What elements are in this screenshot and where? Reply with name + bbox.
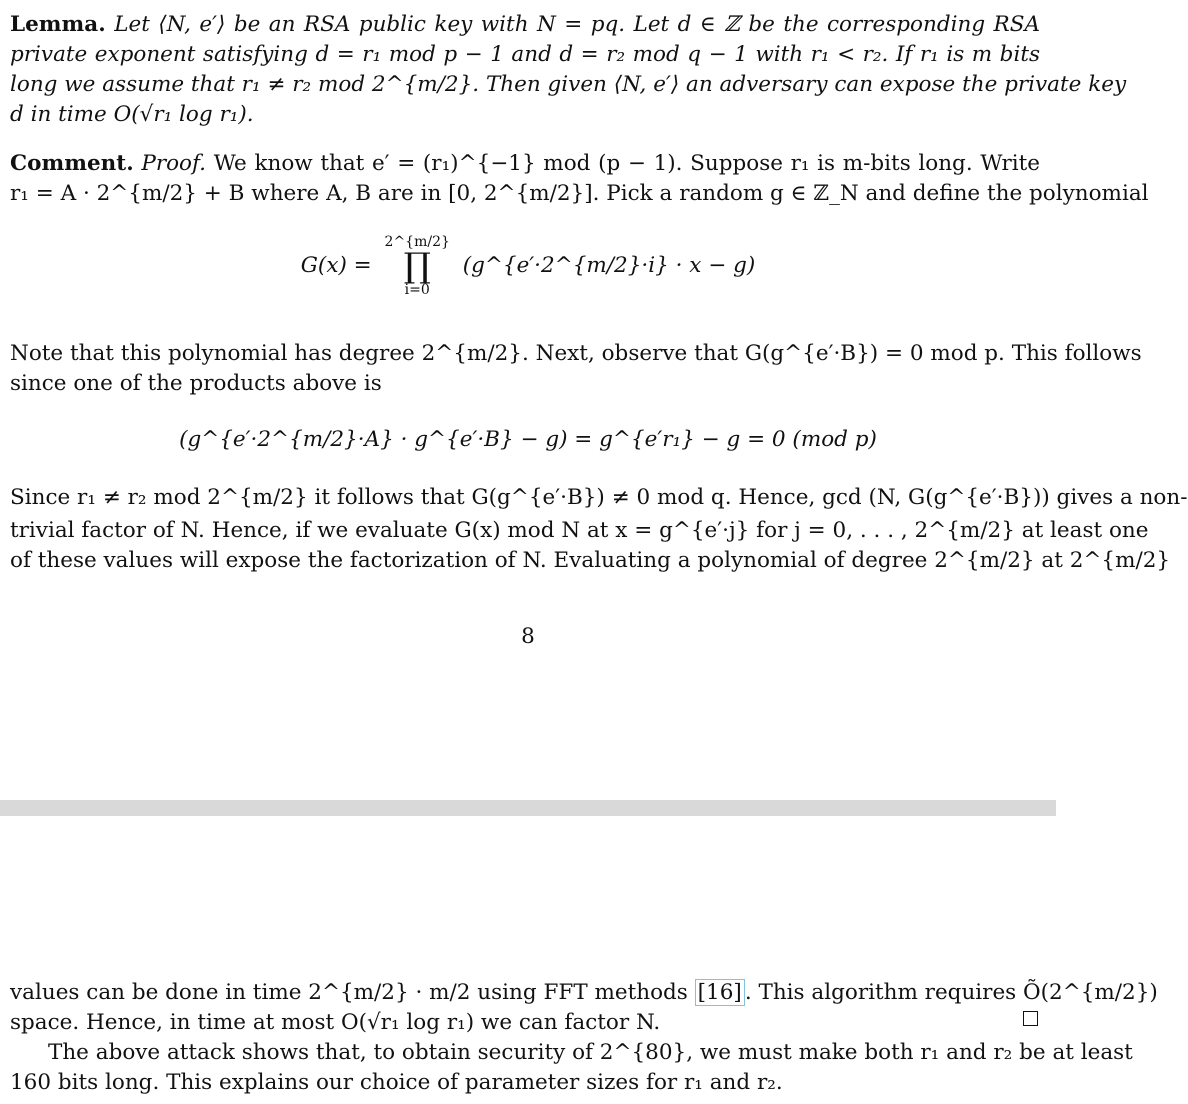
product-operator: [385, 234, 450, 298]
equation-lhs: G(x) =: [300, 253, 372, 278]
comment-label: Comment.: [10, 151, 134, 176]
product-upper-limit: 2^{m/2}: [384, 234, 450, 250]
lemma-line-1: [10, 10, 1040, 40]
page2-line-1-b: . This algorithm requires Õ(2^{m/2}): [744, 980, 1158, 1005]
para3-line-1: Since r₁ ≠ r₂ mod 2^{m/2} it follows that G(g^{e′·B}) ≠ 0 mod q. Hence, gcd (N, G(g^{e′·B})) gives a non-: [10, 485, 1188, 510]
page2-line-3: The above attack shows that, to obtain security of 2^{80}, we must make both r₁ and r₂ be at least: [48, 1040, 1133, 1065]
page2-line-1-a: values can be done in time 2^{m/2} · m/2 using FFT methods: [10, 980, 695, 1005]
equation-body: (g^{e′·2^{m/2}·i} · x − g): [462, 253, 756, 278]
comment-line-1: [10, 149, 1040, 179]
lemma-line-4: d in time O(√r₁ log r₁).: [10, 102, 254, 127]
page2-line-4: 160 bits long. This explains our choice of parameter sizes for r₁ and r₂.: [10, 1070, 783, 1095]
para3-line-2: trivial factor of N. Hence, if we evaluate G(x) mod N at x = g^{e′·j} for j = 0, . . . , 2^{m/2} at least one: [10, 518, 1149, 543]
lemma-text-1: Let ⟨N, e′⟩ be an RSA public key with N = pq. Let d ∈ ℤ be the corresponding RSA: [114, 12, 1040, 37]
product-symbol: ∏: [403, 246, 431, 286]
equation-product-term: (g^{e′·2^{m/2}·A} · g^{e′·B} − g) = g^{e′r₁} − g = 0 (mod p): [179, 427, 877, 452]
para3-line-3: of these values will expose the factorization of N. Evaluating a polynomial of degree 2^{m/2} at 2^{m/2}: [10, 548, 1171, 573]
qed-box-icon: [1023, 1011, 1038, 1026]
comment-text-1: We know that e′ = (r₁)^{−1} mod (p − 1). Suppose r₁ is m-bits long. Write: [213, 151, 1040, 176]
page2-line-1: [10, 978, 1158, 1008]
page2-line-2: space. Hence, in time at most O(√r₁ log r₁) we can factor N.: [10, 1010, 661, 1035]
equation-product: [0, 234, 1056, 298]
citation-link[interactable]: [16]: [695, 979, 745, 1006]
lemma-line-2: private exponent satisfying d = r₁ mod p − 1 and d = r₂ mod q − 1 with r₁ < r₂. If r₁ is m bits: [10, 42, 1040, 67]
lemma-label: Lemma.: [10, 12, 106, 37]
para2-line-2: since one of the products above is: [10, 371, 382, 396]
lemma-line-3: long we assume that r₁ ≠ r₂ mod 2^{m/2}. Then given ⟨N, e′⟩ an adversary can expose the private key: [10, 72, 1127, 97]
product-lower-limit: i=0: [404, 282, 430, 298]
proof-label: Proof.: [141, 151, 207, 176]
page-number: 8: [521, 624, 535, 649]
comment-line-2: r₁ = A · 2^{m/2} + B where A, B are in [0, 2^{m/2}]. Pick a random g ∈ ℤ_N and define the polynomial: [10, 181, 1149, 206]
page-separator: [0, 800, 1056, 816]
page-bottom: [0, 816, 1158, 1104]
para2-line-1: Note that this polynomial has degree 2^{m/2}. Next, observe that G(g^{e′·B}) = 0 mod p. This follows: [10, 341, 1142, 366]
